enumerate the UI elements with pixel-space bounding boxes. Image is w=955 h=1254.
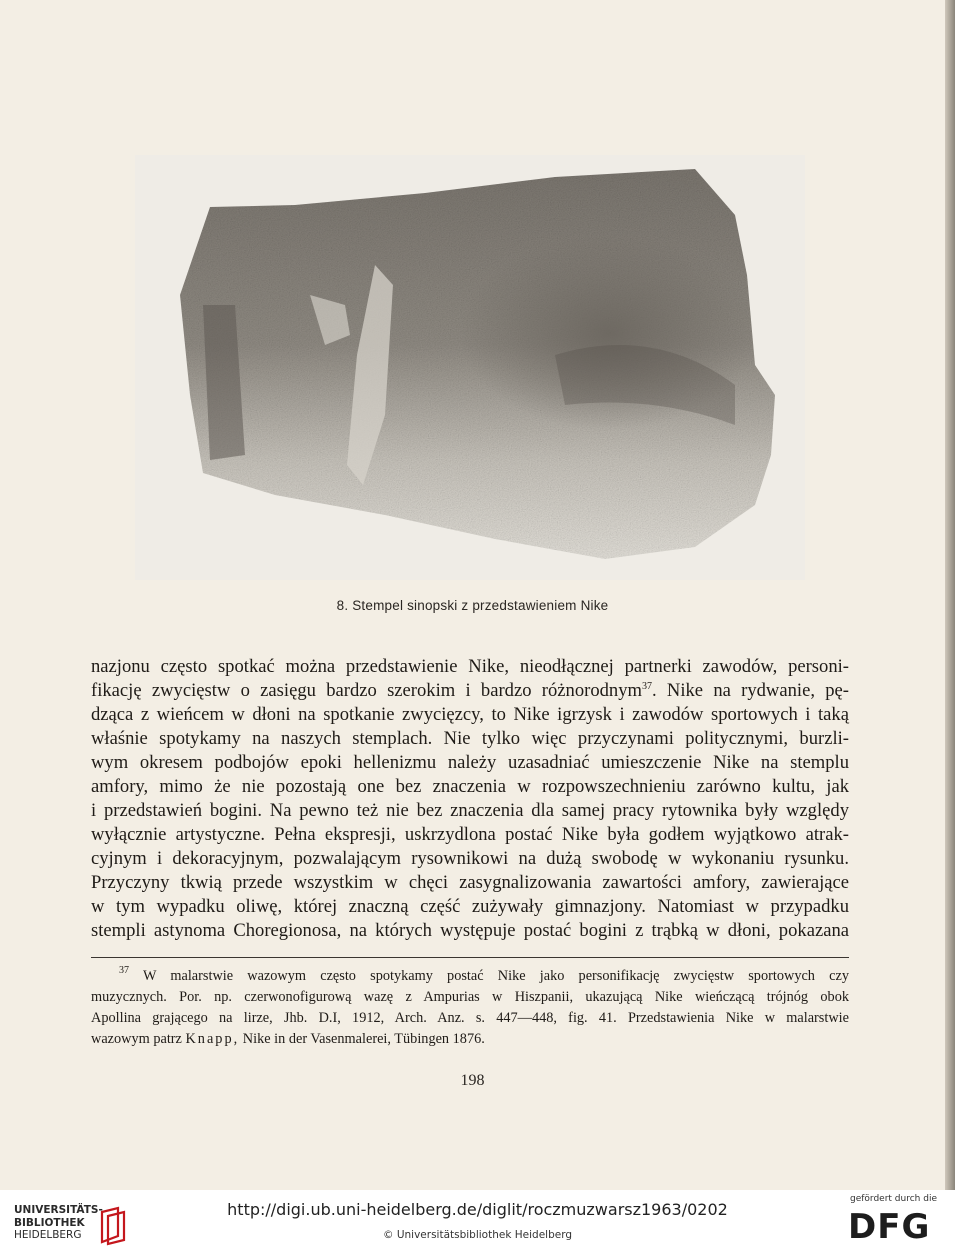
dfg-funding[interactable] xyxy=(846,1194,946,1250)
page-number: 198 xyxy=(460,1072,485,1089)
footnote-marker: 37 xyxy=(119,965,129,976)
dfg-logo: DFG xyxy=(848,1207,931,1247)
body-line-text: fikację zwycięstw o zasięgu bardzo szerokim i bardzo różnorodnym xyxy=(91,680,642,701)
library-name-line: HEIDELBERG xyxy=(14,1229,82,1241)
funding-label: gefördert durch die xyxy=(850,1194,937,1204)
footnote xyxy=(91,966,849,1050)
footnote-text: Nike in der Vasenmalerei, Tübingen 1876. xyxy=(242,1031,485,1047)
footnote-line xyxy=(91,966,849,987)
footnote-line: muzycznych. Por. np. czerwonofigurową wazę z Ampurias w Hiszpanii, ukazującą Nike wieńczącą trójnóg obok xyxy=(91,989,849,1005)
body-line-text: . Nike na rydwanie, pę- xyxy=(651,680,849,701)
body-line xyxy=(91,679,849,703)
body-line: Przyczyny tkwią przede wszystkim w chęci zasygnalizowania zawartości amfory, zawierające xyxy=(91,872,849,893)
viewer-footer xyxy=(0,1190,955,1254)
body-line: wym okresem podbojów epoki hellenizmu należy uzasadniać umieszczenie Nike na stemplu xyxy=(91,752,849,773)
footnote-divider xyxy=(91,957,849,958)
figure-caption: 8. Stempel sinopski z przedstawieniem Nike xyxy=(336,598,609,613)
body-line: nazjonu często spotkać można przedstawienie Nike, nieodłącznej partnerki zawodów, personi- xyxy=(91,656,849,677)
body-line: i przedstawień bogini. Na pewno też nie bez znaczenia dla samej pracy rytownika były względy xyxy=(91,800,849,821)
footnote-text: W malarstwie wazowym często spotykamy postać Nike jako personifikację zwycięstw sportowych czy xyxy=(142,968,849,984)
footnote-text: wazowym patrz xyxy=(91,1031,182,1047)
library-name-line: UNIVERSITÄTS- xyxy=(14,1204,103,1216)
body-line: amfory, mimo że nie pozostają one bez znaczenia w rozpowszechnieniu zarówno kultu, jak xyxy=(91,776,849,797)
figure-photo xyxy=(135,155,805,580)
library-name-line: BIBLIOTHEK xyxy=(14,1216,85,1229)
body-line: właśnie spotykamy na naszych stemplach. Nie tylko więc przyczynami politycznymi, burzli- xyxy=(91,728,849,749)
footnote-author: Knapp, xyxy=(185,1031,240,1047)
body-line: stempli astynoma Choregionosa, na których występuje postać bogini z trąbką w dłoni, pokazana xyxy=(91,920,849,941)
copyright-notice: © Universitätsbibliothek Heidelberg xyxy=(382,1229,572,1241)
body-line: dząca z wieńcem w dłoni na spotkanie zwycięzcy, to Nike igrzysk i zawodów sportowych i taką xyxy=(91,704,849,725)
footnote-line: Apollina grającego na lirze, Jhb. D.I, 1912, Arch. Anz. s. 447—448, fig. 41. Przedstawienia Nike w malarstwie xyxy=(91,1010,849,1026)
stamp-photo-image xyxy=(135,155,805,580)
body-line: cyjnym i dekoracyjnym, pozwalającym rysownikowi na dużą swobodę w wykonaniu rysunku. xyxy=(91,848,849,869)
footnote-line xyxy=(91,1029,849,1050)
permalink[interactable]: http://digi.ub.uni-heidelberg.de/diglit/roczmuzwarsz1963/0202 xyxy=(227,1200,728,1219)
body-line: w tym wypadku oliwę, której znaczną część zużywały gimnazjony. Natomiast w przypadku xyxy=(91,896,849,917)
scan-edge-shadow xyxy=(945,0,955,1190)
footnote-ref: 37 xyxy=(641,681,652,692)
body-text xyxy=(91,655,849,943)
body-line: wyłącznie artystyczne. Pełna ekspresji, uskrzydlona postać Nike była godłem wyjątkowo atrak- xyxy=(91,824,849,845)
